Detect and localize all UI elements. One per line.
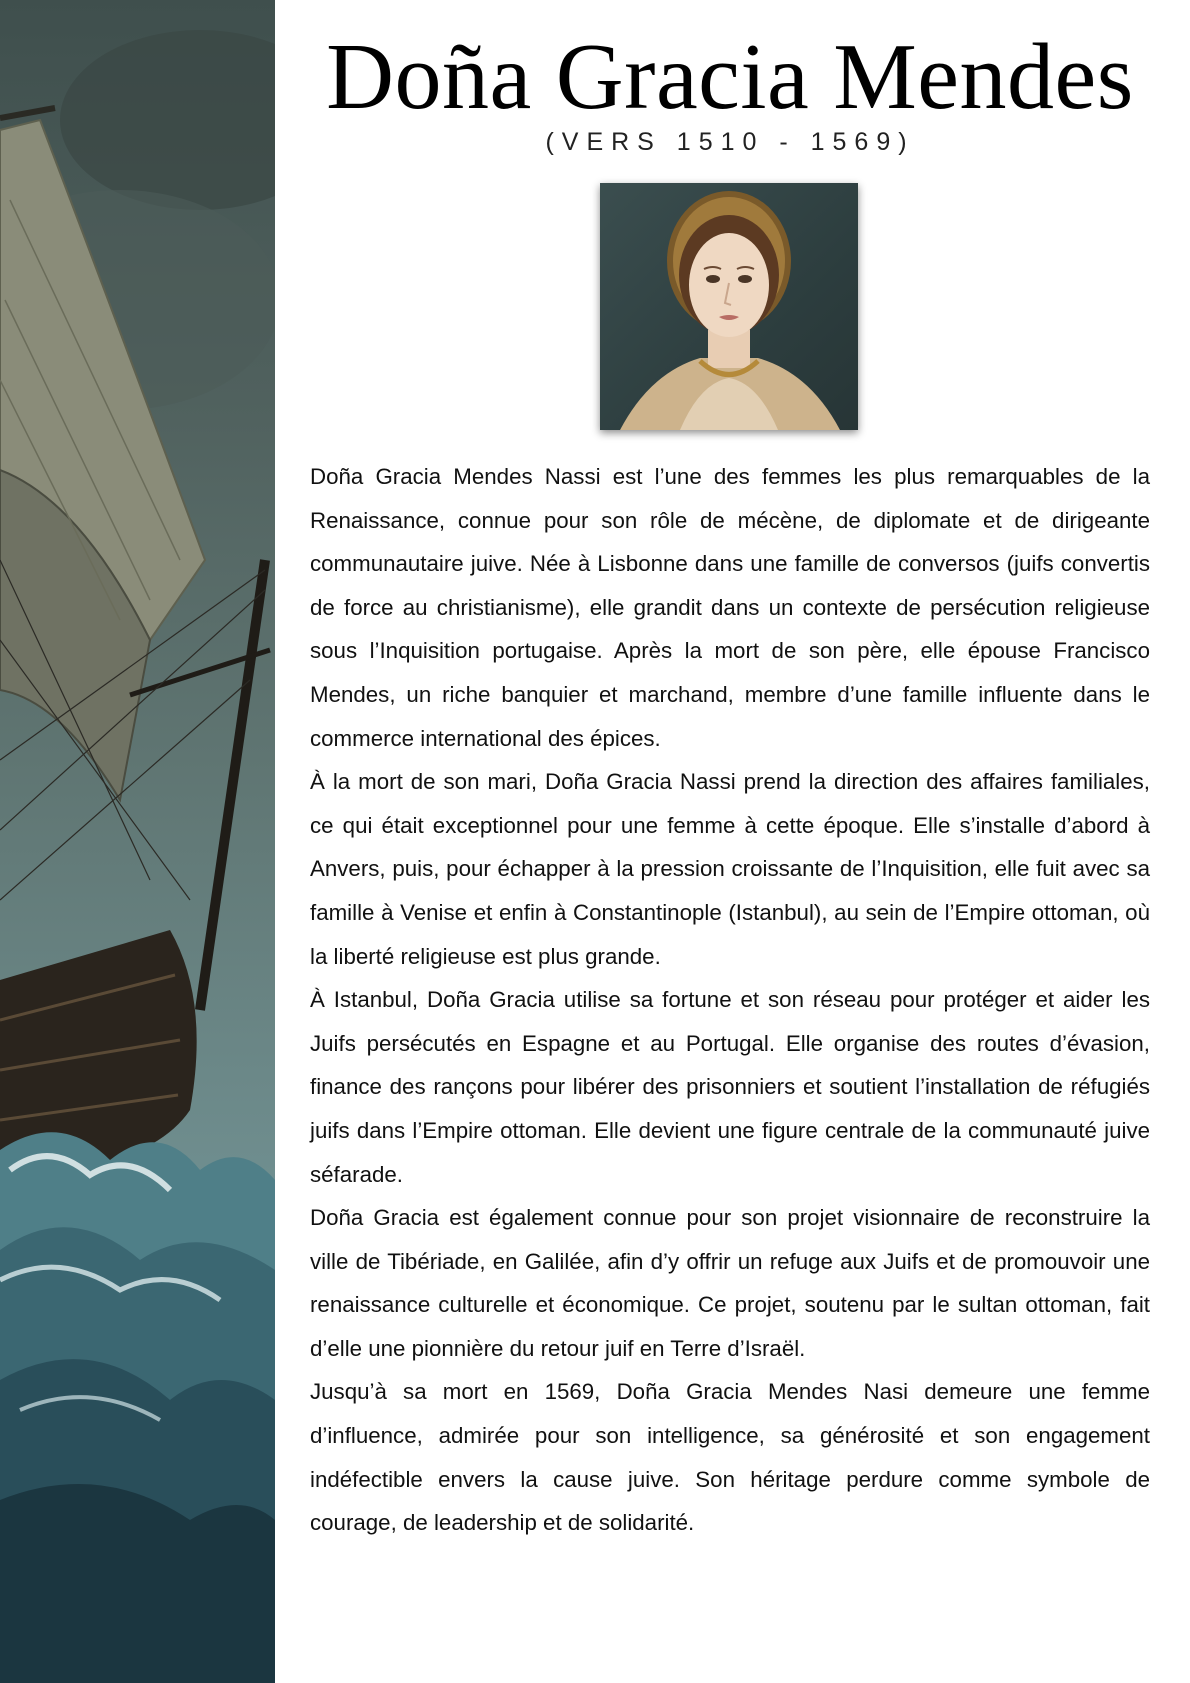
biography-text (310, 455, 1150, 1545)
bio-paragraph: Doña Gracia est également connue pour son projet visionnaire de reconstruire la ville de Tibériade, en Galilée, afin d’y offrir un refuge aux Juifs et de promouvoir une renaissance culturelle et économique. Ce projet, soutenu par le sultan ottoman, fait d’elle une pionnière du retour juif en Terre d’Israël. (310, 1205, 1150, 1361)
portrait-drawing (600, 183, 858, 430)
bio-paragraph: Doña Gracia Mendes Nassi est l’une des femmes les plus remarquables de la Renaissance, connue pour son rôle de mécène, de diplomate et de dirigeante communautaire juive. Née à Lisbonne dans une famille de conversos (juifs convertis de force au christianisme), elle grandit dans un contexte de persécution religieuse sous l’Inquisition portugaise. Après la mort de son père, elle épouse Francisco Mendes, un riche banquier et marchand, membre d’une famille influente dans le commerce international des épices. (310, 464, 1150, 751)
life-dates: (VERS 1510 - 1569) (545, 128, 915, 156)
ship-illustration (0, 0, 275, 1683)
bio-paragraph: À Istanbul, Doña Gracia utilise sa fortune et son réseau pour protéger et aider les Juifs persécutés en Espagne et au Portugal. Elle organise des routes d’évasion, finance des rançons pour libérer des prisonniers et soutient l’installation de réfugiés juifs dans l’Empire ottoman. Elle devient une figure centrale de la communauté juive séfarade. (310, 987, 1150, 1187)
page-title: Doña Gracia Mendes (326, 25, 1134, 129)
bio-paragraph: Jusqu’à sa mort en 1569, Doña Gracia Mendes Nasi demeure une femme d’influence, admirée pour son intelligence, sa générosité et son engagement indéfectible envers la cause juive. Son héritage perdure comme symbole de courage, de leadership et de solidarité. (310, 1379, 1150, 1536)
bio-paragraph: À la mort de son mari, Doña Gracia Nassi prend la direction des affaires familiales, ce qui était exceptionnel pour une femme à cette époque. Elle s’installe d’abord à Anvers, puis, pour échapper à la pression croissante de l’Inquisition, elle fuit avec sa famille à Venise et enfin à Constantinople (Istanbul), au sein de l’Empire ottoman, où la liberté religieuse est plus grande. (310, 769, 1150, 969)
ship-illustration-drawing (0, 0, 275, 1683)
portrait-image (600, 183, 858, 430)
content-column (310, 0, 1150, 1683)
